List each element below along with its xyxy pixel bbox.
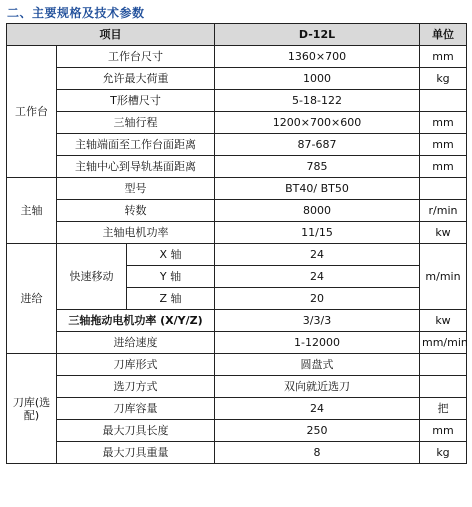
row-value: 11/15 (215, 222, 420, 244)
row-unit: kg (420, 68, 467, 90)
row-value: 785 (215, 156, 420, 178)
table-row (7, 90, 467, 112)
group-tool-magazine: 刀库(选配) (7, 354, 57, 464)
row-unit: r/min (420, 200, 467, 222)
group-worktable: 工作台 (7, 46, 57, 178)
row-unit (420, 376, 467, 398)
row-unit: 把 (420, 398, 467, 420)
row-label: 允许最大荷重 (57, 68, 215, 90)
row-value: 250 (215, 420, 420, 442)
header-item: 项目 (7, 24, 215, 46)
row-value: 1000 (215, 68, 420, 90)
row-label: 最大刀具长度 (57, 420, 215, 442)
row-unit (420, 178, 467, 200)
table-row (7, 244, 467, 266)
row-label: 选刀方式 (57, 376, 215, 398)
header-unit: 单位 (420, 24, 467, 46)
axis-label: Z 轴 (127, 288, 215, 310)
table-row (7, 200, 467, 222)
rapid-unit: m/min (420, 244, 467, 310)
row-value: 1-12000 (215, 332, 420, 354)
row-value: 24 (215, 244, 420, 266)
row-unit: mm (420, 46, 467, 68)
row-label: 转数 (57, 200, 215, 222)
row-value: 5-18-122 (215, 90, 420, 112)
row-unit (420, 90, 467, 112)
spec-table (6, 23, 467, 464)
row-value: 1200×700×600 (215, 112, 420, 134)
row-label: 三轴拖动电机功率 (X/Y/Z) (57, 310, 215, 332)
table-row (7, 222, 467, 244)
row-label: 进给速度 (57, 332, 215, 354)
table-row (7, 420, 467, 442)
row-value: 3/3/3 (215, 310, 420, 332)
row-label: T形槽尺寸 (57, 90, 215, 112)
row-label: 主轴中心到导轨基面距离 (57, 156, 215, 178)
row-unit: mm (420, 420, 467, 442)
rapid-move-label: 快速移动 (57, 244, 127, 310)
row-value: 87-687 (215, 134, 420, 156)
table-row (7, 310, 467, 332)
row-value: 20 (215, 288, 420, 310)
row-value: 24 (215, 398, 420, 420)
row-value: BT40/ BT50 (215, 178, 420, 200)
row-label: 工作台尺寸 (57, 46, 215, 68)
table-row (7, 332, 467, 354)
row-unit: kw (420, 222, 467, 244)
row-unit: mm/min (420, 332, 467, 354)
group-spindle: 主轴 (7, 178, 57, 244)
table-row (7, 156, 467, 178)
table-row (7, 354, 467, 376)
row-label: 最大刀具重量 (57, 442, 215, 464)
row-value: 1360×700 (215, 46, 420, 68)
row-unit: kw (420, 310, 467, 332)
header-model: D-12L (215, 24, 420, 46)
row-label: 三轴行程 (57, 112, 215, 134)
row-unit: mm (420, 156, 467, 178)
table-row (7, 376, 467, 398)
row-unit (420, 354, 467, 376)
row-value: 双向就近选刀 (215, 376, 420, 398)
row-value: 8000 (215, 200, 420, 222)
row-unit: kg (420, 442, 467, 464)
row-value: 圆盘式 (215, 354, 420, 376)
row-value: 8 (215, 442, 420, 464)
table-row (7, 442, 467, 464)
row-unit: mm (420, 112, 467, 134)
row-label: 型号 (57, 178, 215, 200)
table-row (7, 134, 467, 156)
axis-label: X 轴 (127, 244, 215, 266)
table-row (7, 46, 467, 68)
table-row (7, 398, 467, 420)
row-label: 刀库形式 (57, 354, 215, 376)
table-header-row (7, 24, 467, 46)
row-value: 24 (215, 266, 420, 288)
axis-label: Y 轴 (127, 266, 215, 288)
row-label: 主轴端面至工作台面距离 (57, 134, 215, 156)
table-row (7, 178, 467, 200)
table-row (7, 112, 467, 134)
group-feed: 进给 (7, 244, 57, 354)
row-unit: mm (420, 134, 467, 156)
section-title: 二、主要规格及技术参数 (7, 6, 145, 20)
row-label: 刀库容量 (57, 398, 215, 420)
table-row (7, 68, 467, 90)
row-label: 主轴电机功率 (57, 222, 215, 244)
